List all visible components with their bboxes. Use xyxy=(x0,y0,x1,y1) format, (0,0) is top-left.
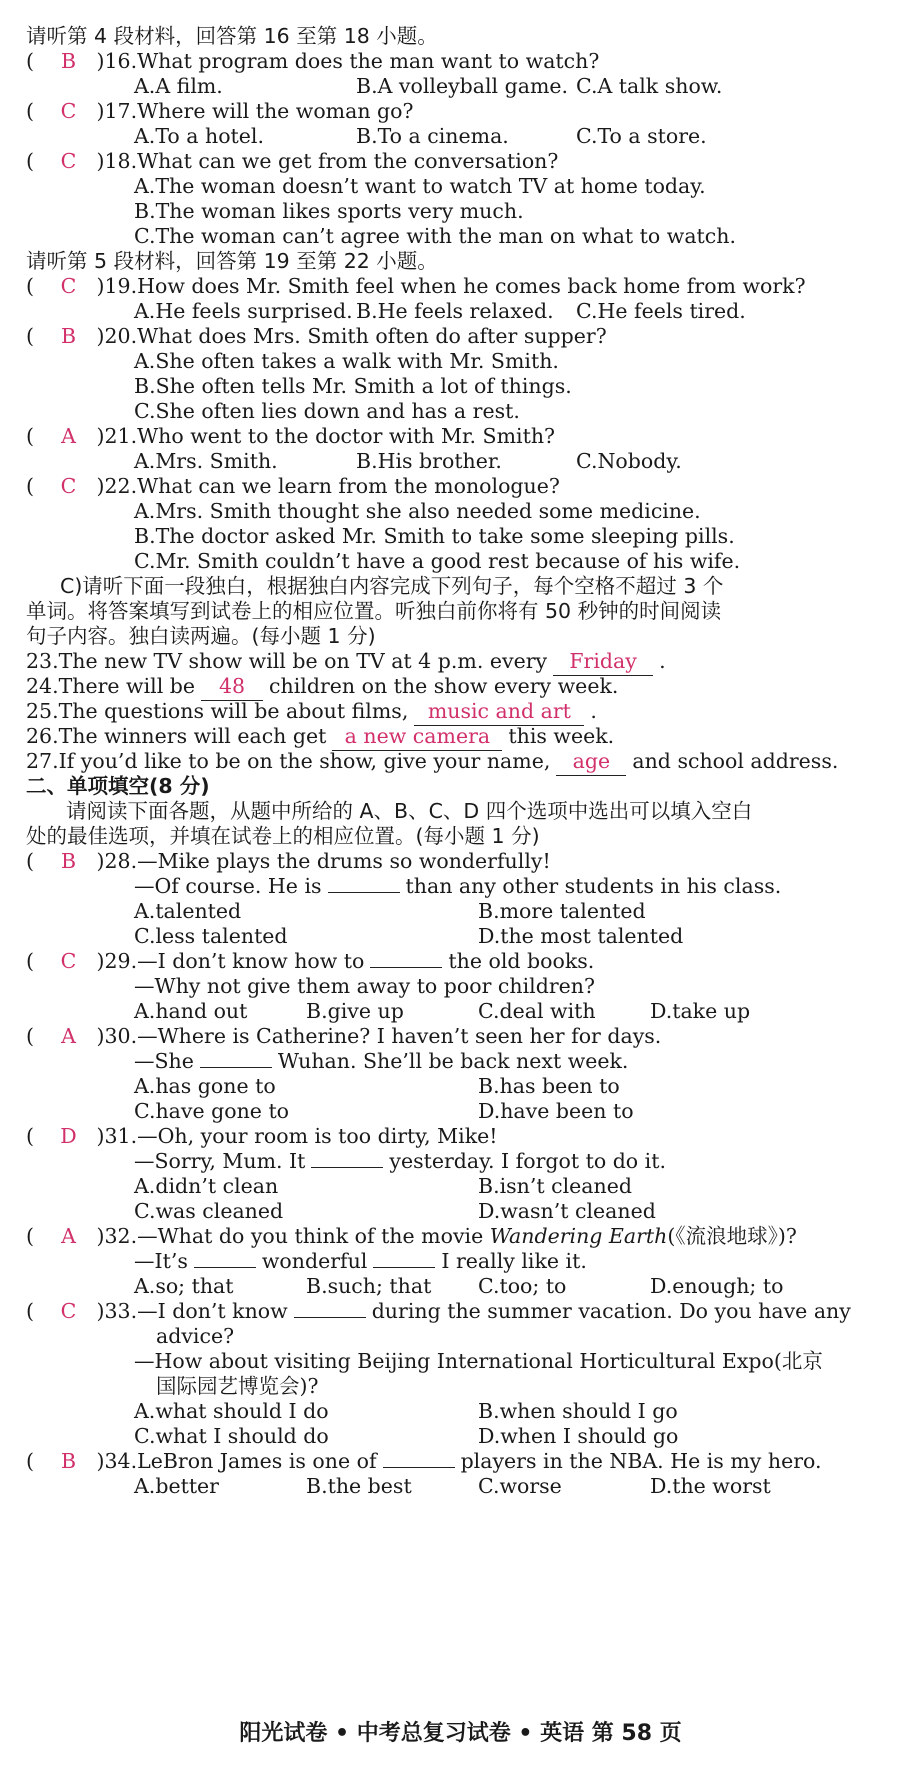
q32-blank2 xyxy=(373,1267,435,1268)
q26-answer-blank: a new camera xyxy=(332,722,502,751)
q31-blank xyxy=(311,1167,383,1168)
section2-instruction-line2: 处的最佳选项，并填在试卷上的相应位置。(每小题 1 分) xyxy=(26,824,540,848)
q34-line1b: players in the NBA. He is my hero. xyxy=(460,1449,822,1473)
q31-option-d: D.wasn’t cleaned xyxy=(478,1199,656,1223)
partC-instruction-line1: C)请听下面一段独白，根据独白内容完成下列句子，每个空格不超过 3 个 xyxy=(60,574,724,598)
q31-option-a: A.didn’t clean xyxy=(134,1174,279,1198)
q17-option-a: A.To a hotel. xyxy=(134,124,264,148)
section2-instruction-line1: 请阅读下面各题，从题中所给的 A、B、C、D 四个选项中选出可以填入空白 xyxy=(66,799,753,823)
q29-line1a: )29.—I don’t know how to xyxy=(96,949,365,973)
q16-option-a: A.A film. xyxy=(134,74,223,98)
q28-option-c: C.less talented xyxy=(134,924,288,948)
q23-post: . xyxy=(659,649,666,673)
q20-option-c: C.She often lies down and has a rest. xyxy=(134,399,520,423)
question-29: ( C )29.—I don’t know how to the old books. xyxy=(26,949,595,973)
q24-post: children on the show every week. xyxy=(269,674,619,698)
q21-option-b: B.His brother. xyxy=(356,449,502,473)
q32-option-a: A.so; that xyxy=(134,1274,234,1298)
q33-line2: —How about visiting Beijing International Horticultural Expo(北京 xyxy=(134,1349,823,1373)
page-footer: 阳光试卷 • 中考总复习试卷 • 英语 第 58 页 xyxy=(239,1721,682,1746)
question-18-stem: )18.What can we get from the conversation? xyxy=(96,149,559,173)
q28-line1: )28.—Mike plays the drums so wonderfully! xyxy=(96,849,551,873)
answer-17: C xyxy=(60,99,77,123)
q23-answer-blank: Friday xyxy=(553,647,653,676)
q33-option-a: A.what should I do xyxy=(134,1399,329,1423)
q31-option-b: B.isn’t cleaned xyxy=(478,1174,632,1198)
q27-text: 27.If you’d like to be on the show, give your name, xyxy=(26,749,551,773)
q31-option-c: C.was cleaned xyxy=(134,1199,284,1223)
q25-post: . xyxy=(590,699,597,723)
q31-line1: )31.—Oh, your room is too dirty, Mike! xyxy=(96,1124,498,1148)
q29-blank xyxy=(370,967,442,968)
q30-blank xyxy=(200,1067,272,1068)
q29-option-c: C.deal with xyxy=(478,999,596,1023)
q26-post: this week. xyxy=(508,724,615,748)
q21-option-c: C.Nobody. xyxy=(576,449,682,473)
q21-option-a: A.Mrs. Smith. xyxy=(134,449,278,473)
q32-line2a: —It’s xyxy=(134,1249,188,1273)
answer-22: C xyxy=(60,474,77,498)
q32-movie-title: Wandering Earth xyxy=(489,1224,668,1248)
q27-post: and school address. xyxy=(632,749,839,773)
q29-line1b: the old books. xyxy=(448,949,595,973)
q32-line1a: )32.—What do you think of the movie xyxy=(96,1224,484,1248)
answer-31: D xyxy=(60,1124,77,1148)
q30-line2b: Wuhan. She’ll be back next week. xyxy=(277,1049,629,1073)
q29-option-d: D.take up xyxy=(650,999,751,1023)
q16-option-b: B.A volleyball game. xyxy=(356,74,569,98)
section5-intro: 请听第 5 段材料，回答第 19 至第 22 小题。 xyxy=(26,249,438,273)
answer-34: B xyxy=(60,1449,77,1473)
q30-option-b: B.has been to xyxy=(478,1074,620,1098)
q27-answer-blank: age xyxy=(556,747,626,776)
q19-option-b: B.He feels relaxed. xyxy=(356,299,554,323)
q22-option-a: A.Mrs. Smith thought she also needed some medicine. xyxy=(134,499,701,523)
q33-line1b: during the summer vacation. Do you have any xyxy=(371,1299,851,1323)
q33-blank xyxy=(294,1317,366,1318)
q32-line1b: (《流浪地球》)? xyxy=(667,1224,797,1248)
question-21: ( A )21.Who went to the doctor with Mr. Smith? xyxy=(26,424,556,448)
q18-option-a: A.The woman doesn’t want to watch TV at home today. xyxy=(134,174,706,198)
question-22-stem: )22.What can we learn from the monologue? xyxy=(96,474,560,498)
q32-line2c: I really like it. xyxy=(441,1249,587,1273)
q32-option-d: D.enough; to xyxy=(650,1274,784,1298)
q17-option-c: C.To a store. xyxy=(576,124,707,148)
q28-option-d: D.the most talented xyxy=(478,924,684,948)
q20-option-b: B.She often tells Mr. Smith a lot of things. xyxy=(134,374,572,398)
question-31: ( D )31.—Oh, your room is too dirty, Mike! xyxy=(26,1124,498,1148)
q26-text: 26.The winners will each get xyxy=(26,724,327,748)
q30-line1: )30.—Where is Catherine? I haven’t seen her for days. xyxy=(96,1024,662,1048)
q33-line3: 国际园艺博览会)? xyxy=(156,1374,319,1398)
answer-28: B xyxy=(60,849,77,873)
question-21-stem: )21.Who went to the doctor with Mr. Smith? xyxy=(96,424,556,448)
q30-option-d: D.have been to xyxy=(478,1099,634,1123)
q33-option-c: C.what I should do xyxy=(134,1424,329,1448)
q24-text: 24.There will be xyxy=(26,674,196,698)
q18-option-c: C.The woman can’t agree with the man on what to watch. xyxy=(134,224,736,248)
q16-option-c: C.A talk show. xyxy=(576,74,723,98)
q28-option-b: B.more talented xyxy=(478,899,646,923)
q17-option-b: B.To a cinema. xyxy=(356,124,509,148)
answer-18: C xyxy=(60,149,77,173)
answer-30: A xyxy=(61,1024,76,1048)
q33-option-b: B.when should I go xyxy=(478,1399,678,1423)
q31-line2 xyxy=(134,1147,666,1175)
answer-21: A xyxy=(61,424,76,448)
q34-line1a: )34.LeBron James is one of xyxy=(96,1449,377,1473)
q30-option-c: C.have gone to xyxy=(134,1099,290,1123)
q32-option-c: C.too; to xyxy=(478,1274,567,1298)
q22-option-b: B.The doctor asked Mr. Smith to take some sleeping pills. xyxy=(134,524,735,548)
q31-line2b: yesterday. I forgot to do it. xyxy=(389,1149,666,1173)
section4-intro: 请听第 4 段材料，回答第 16 至第 18 小题。 xyxy=(26,24,438,48)
q28-line2b: than any other students in his class. xyxy=(405,874,782,898)
q20-option-a: A.She often takes a walk with Mr. Smith. xyxy=(134,349,559,373)
question-16: ( B )16.What program does the man want to watch? xyxy=(26,49,600,73)
q16-options xyxy=(134,72,223,100)
q29-line2: —Why not give them away to poor children? xyxy=(134,974,595,998)
q32-blank1 xyxy=(194,1267,256,1268)
q34-option-d: D.the worst xyxy=(650,1474,771,1498)
q32-line2 xyxy=(134,1247,587,1275)
answer-32: A xyxy=(61,1224,76,1248)
q29-option-a: A.hand out xyxy=(134,999,248,1023)
q28-line2a: —Of course. He is xyxy=(134,874,322,898)
q30-option-a: A.has gone to xyxy=(134,1074,276,1098)
question-28: ( B )28.—Mike plays the drums so wonderfully! xyxy=(26,849,551,873)
question-16-stem: )16.What program does the man want to watch? xyxy=(96,49,600,73)
q34-option-a: A.better xyxy=(134,1474,219,1498)
answer-33: C xyxy=(60,1299,77,1323)
q34-option-b: B.the best xyxy=(306,1474,412,1498)
q29-option-b: B.give up xyxy=(306,999,404,1023)
answer-16: B xyxy=(60,49,77,73)
q33-line1a: )33.—I don’t know xyxy=(96,1299,288,1323)
q22-option-c: C.Mr. Smith couldn’t have a good rest because of his wife. xyxy=(134,549,741,573)
q19-option-c: C.He feels tired. xyxy=(576,299,746,323)
q25-answer-blank: music and art xyxy=(414,697,584,726)
q28-blank xyxy=(328,892,400,893)
q31-line2a: —Sorry, Mum. It xyxy=(134,1149,306,1173)
answer-20: B xyxy=(60,324,77,348)
answer-29: C xyxy=(60,949,77,973)
q34-blank xyxy=(383,1467,455,1468)
q30-line2a: —She xyxy=(134,1049,194,1073)
q33-option-d: D.when I should go xyxy=(478,1424,679,1448)
answer-19: C xyxy=(60,274,77,298)
q34-option-c: C.worse xyxy=(478,1474,562,1498)
question-30: ( A )30.—Where is Catherine? I haven’t seen her for days. xyxy=(26,1024,662,1048)
question-18: ( C )18.What can we get from the conversation? xyxy=(26,149,559,173)
question-34: ( B )34.LeBron James is one of players in the NBA. He is my hero. xyxy=(26,1449,822,1473)
question-19-stem: )19.How does Mr. Smith feel when he comes back home from work? xyxy=(96,274,806,298)
question-20: ( B )20.What does Mrs. Smith often do after supper? xyxy=(26,324,607,348)
partC-instruction-line2: 单词。将答案填写到试卷上的相应位置。听独白前你将有 50 秒钟的时间阅读 xyxy=(26,599,722,623)
question-17: ( C )17.Where will the woman go? xyxy=(26,99,414,123)
q32-line2b: wonderful xyxy=(261,1249,368,1273)
partC-instruction-line3: 句子内容。独白读两遍。(每小题 1 分) xyxy=(26,624,376,648)
question-22: ( C )22.What can we learn from the monologue? xyxy=(26,474,560,498)
question-33: ( C )33.—I don’t know during the summer vacation. Do you have any xyxy=(26,1299,851,1323)
q32-option-b: B.such; that xyxy=(306,1274,432,1298)
q28-line2 xyxy=(134,872,781,900)
question-32: ( A )32.—What do you think of the movie Wandering Earth(《流浪地球》)? xyxy=(26,1224,797,1248)
question-20-stem: )20.What does Mrs. Smith often do after supper? xyxy=(96,324,607,348)
q30-line2 xyxy=(134,1047,628,1075)
question-17-stem: )17.Where will the woman go? xyxy=(96,99,414,123)
q19-option-a: A.He feels surprised. xyxy=(134,299,353,323)
q25-text: 25.The questions will be about films, xyxy=(26,699,409,723)
q23-text: 23.The new TV show will be on TV at 4 p.m. every xyxy=(26,649,548,673)
section2-title: 二、单项填空(8 分) xyxy=(26,774,210,798)
question-19: ( C )19.How does Mr. Smith feel when he comes back home from work? xyxy=(26,274,806,298)
q33-line1c: advice? xyxy=(156,1324,235,1348)
q18-option-b: B.The woman likes sports very much. xyxy=(134,199,524,223)
q28-option-a: A.talented xyxy=(134,899,242,923)
q24-answer-blank: 48 xyxy=(201,672,263,701)
